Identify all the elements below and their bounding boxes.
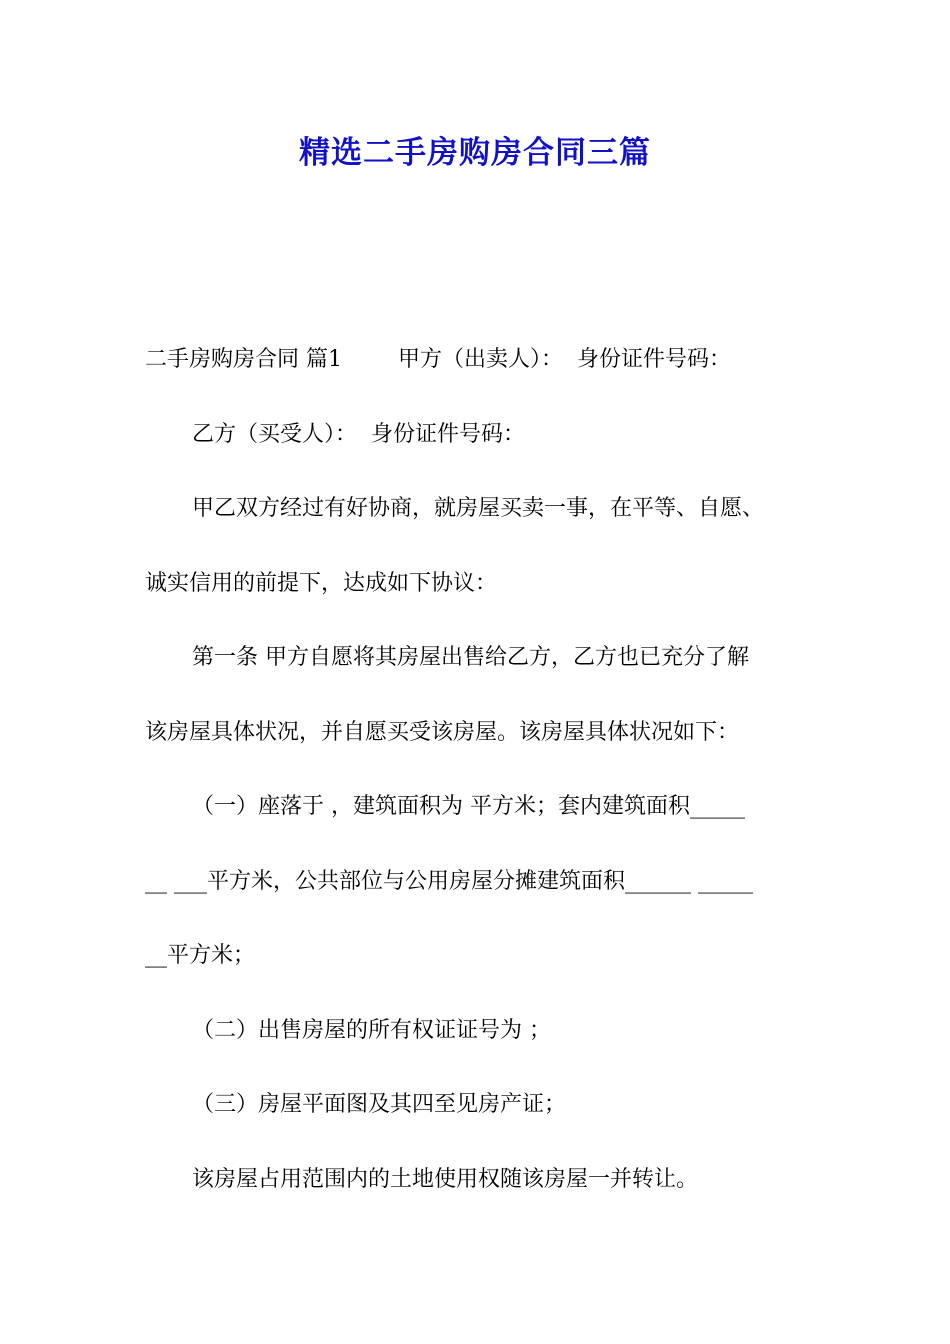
- paragraph-line-6: 该房屋具体状况，并自愿买受该房屋。该房屋具体状况如下：: [145, 720, 740, 745]
- party-b-label: 乙方（买受人）：: [192, 422, 358, 447]
- party-b-id-label: 身份证件号码：: [371, 422, 526, 447]
- paragraph-line-4: 诚实信用的前提下，达成如下协议：: [145, 571, 498, 596]
- paragraph-line-2: [192, 420, 525, 450]
- paragraph-line-9: __平方米；: [145, 943, 256, 968]
- document-title: 精选二手房购房合同三篇: [299, 135, 651, 171]
- paragraph-line-5: 第一条 甲方自愿将其房屋出售给乙方，乙方也已充分了解: [192, 645, 749, 670]
- paragraph-line-1: [145, 345, 731, 375]
- paragraph-line-12: 该房屋占用范围内的土地使用权随该房屋一并转让。: [192, 1167, 699, 1192]
- paragraph-line-3: 甲乙双方经过有好协商，就房屋买卖一事，在平等、自愿、: [192, 496, 765, 521]
- party-a-label: 甲方（出卖人）：: [398, 347, 564, 372]
- paragraph-line-7: （一）座落于 ，建筑面积为 平方米；套内建筑面积_____: [192, 794, 745, 819]
- paragraph-line-8: __ ___平方米，公共部位与公用房屋分摊建筑面积______ _____: [145, 869, 753, 894]
- contract-heading: 二手房购房合同 篇1: [145, 347, 342, 372]
- party-a-id-label: 身份证件号码：: [577, 347, 732, 372]
- paragraph-line-10: （二）出售房屋的所有权证证号为 ；: [192, 1018, 551, 1043]
- paragraph-line-11: （三）房屋平面图及其四至见房产证；: [192, 1092, 567, 1117]
